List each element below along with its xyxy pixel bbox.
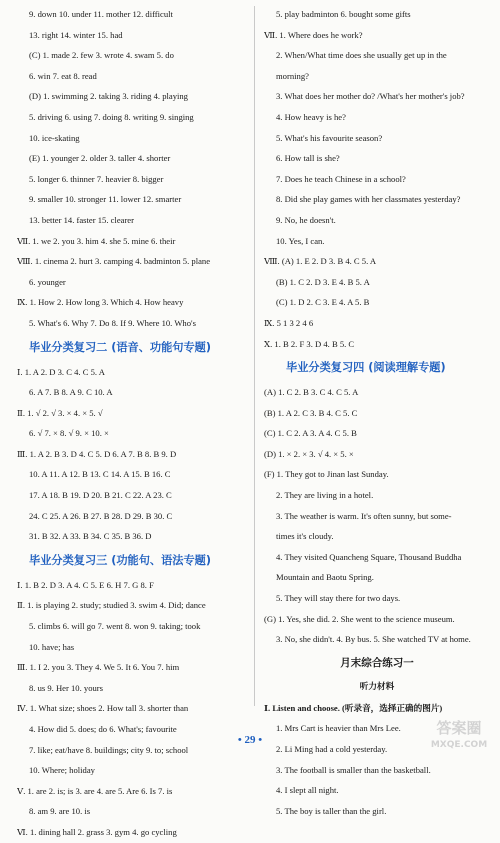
answer-line: Ⅱ. 1. √ 2. √ 3. × 4. × 5. √ — [17, 407, 103, 418]
answer-line: 6. A 7. B 8. A 9. C 10. A — [29, 387, 113, 398]
answer-line: Ⅹ. 1. B 2. F 3. D 4. B 5. C — [264, 338, 355, 349]
answer-line: 5. climbs 6. will go 7. went 8. won 9. taking; took — [29, 621, 201, 632]
answer-line: 5. driving 6. using 7. doing 8. writing 9. singing — [29, 111, 194, 122]
column-divider — [254, 6, 255, 706]
answer-line: 1. Mrs Cart is heavier than Mrs Lee. — [276, 723, 401, 734]
answer-line: 6. win 7. eat 8. read — [29, 70, 97, 81]
answer-line: (B) 1. A 2. C 3. B 4. C 5. C — [264, 407, 358, 418]
answer-line: 10. Yes, I can. — [276, 235, 325, 246]
subsection-heading: 听力材料 — [359, 681, 395, 692]
answer-line: 8. am 9. are 10. is — [29, 806, 91, 817]
answer-line: 4. How heavy is he? — [276, 111, 346, 122]
answer-line: (B) 1. C 2. D 3. E 4. B 5. A — [276, 276, 370, 287]
page-number: • 29 • — [237, 734, 263, 746]
answer-line: Ⅵ. 1. dining hall 2. grass 3. gym 4. go cycling — [17, 826, 177, 837]
answer-line: 3. No, she didn't. 4. By bus. 5. She watched TV at home. — [276, 634, 471, 645]
answer-line: 4. How did 5. does; do 6. What's; favourite — [29, 724, 177, 734]
answer-line: (D) 1. swimming 2. taking 3. riding 4. playing — [29, 91, 188, 102]
answer-line: 9. No, he doesn't. — [276, 214, 336, 225]
answer-line: 24. C 25. A 26. B 27. B 28. D 29. B 30. C — [29, 510, 173, 521]
section-heading: 月末综合练习一 — [340, 656, 414, 669]
right-column — [264, 4, 490, 821]
answer-line: 3. What does her mother do? /What's her mother's job? — [276, 91, 465, 102]
watermark-text: 答案圈 — [436, 719, 482, 737]
answer-line: Ⅰ. 1. A 2. D 3. C 4. C 5. A — [17, 366, 105, 377]
answer-line: (E) 1. younger 2. older 3. taller 4. shorter — [29, 153, 171, 164]
answer-line: Ⅰ. 1. B 2. D 3. A 4. C 5. E 6. H 7. G 8. F — [17, 579, 154, 590]
section-heading: 毕业分类复习三 (功能句、语法专题) — [29, 553, 211, 567]
answer-line: Mountain and Baotu Spring. — [276, 572, 374, 583]
answer-line: 5. play badminton 6. bought some gifts — [276, 9, 411, 19]
answer-line: (C) 1. made 2. few 3. wrote 4. swam 5. do — [29, 50, 174, 61]
answer-line: times it's cloudy. — [276, 531, 334, 542]
answer-line: 9. down 10. under 11. mother 12. difficult — [29, 9, 173, 19]
answer-line: 5. They will stay there for two days. — [276, 593, 401, 604]
answer-line: 3. The football is smaller than the basketball. — [276, 764, 431, 775]
watermark-logo — [424, 720, 494, 754]
answer-line: 7. Does he teach Chinese in a school? — [276, 173, 406, 184]
answer-line: 31. B 32. A 33. B 34. C 35. B 36. D — [29, 531, 152, 542]
answer-line: 4. They visited Quancheng Square, Thousand Buddha — [276, 551, 462, 562]
watermark-url: MXQE.COM — [430, 740, 488, 750]
answer-line: Ⅶ. 1. Where does he work? — [264, 29, 363, 40]
answer-line: 5. longer 6. thinner 7. heavier 8. bigger — [29, 173, 164, 184]
answer-line: 8. us 9. Her 10. yours — [29, 682, 103, 693]
answer-line: (G) 1. Yes, she did. 2. She went to the science museum. — [264, 613, 455, 624]
answer-line: (F) 1. They got to Jinan last Sunday. — [264, 469, 389, 480]
answer-line: 13. better 14. faster 15. clearer — [29, 214, 134, 225]
answer-line: 2. They are living in a hotel. — [276, 490, 374, 501]
answer-line: Ⅳ. 1. What size; shoes 2. How tall 3. shorter than — [17, 703, 189, 714]
section-heading: 毕业分类复习四 (阅读理解专题) — [286, 361, 446, 375]
answer-line: Ⅸ. 1. How 2. How long 3. Which 4. How heavy — [17, 297, 184, 308]
answer-line: 6. How tall is she? — [276, 153, 340, 164]
answer-line: 5. What's his favourite season? — [276, 132, 383, 143]
answer-line: 10. have; has — [29, 641, 75, 652]
answer-line: 13. right 14. winter 15. had — [29, 29, 123, 40]
answer-line: Ⅸ. 5 1 3 2 4 6 — [264, 317, 314, 328]
answer-line: 2. When/What time does she usually get up in the — [276, 50, 447, 61]
answer-line: 6. √ 7. × 8. √ 9. × 10. × — [29, 428, 109, 439]
answer-line: 2. Li Ming had a cold yesterday. — [276, 744, 388, 754]
answer-line: 10. A 11. A 12. B 13. C 14. A 15. B 16. C — [29, 469, 171, 480]
answer-line: 5. The boy is taller than the girl. — [276, 805, 387, 816]
left-column — [17, 4, 245, 843]
answer-line: 9. smaller 10. stronger 11. lower 12. smarter — [29, 194, 182, 205]
section-heading: 毕业分类复习二 (语音、功能句专题) — [29, 340, 211, 354]
answer-line: 17. A 18. B 19. D 20. B 21. C 22. A 23. C — [29, 490, 172, 501]
answer-line: (D) 1. × 2. × 3. √ 4. × 5. × — [264, 448, 354, 459]
answer-line: (A) 1. C 2. B 3. C 4. C 5. A — [264, 387, 359, 398]
answer-line: 3. The weather is warm. It's often sunny, but some- — [276, 510, 452, 521]
answer-line: Ⅲ. 1. A 2. B 3. D 4. C 5. D 6. A 7. B 8. B 9. D — [17, 448, 177, 459]
answer-line: 7. like; eat/have 8. buildings; city 9. to; school — [29, 744, 189, 755]
answer-line: Ⅴ. 1. are 2. is; is 3. are 4. are 5. Are 6. Is 7. is — [17, 785, 173, 796]
answer-line: 10. Where; holiday — [29, 765, 95, 776]
answer-line: 6. younger — [29, 276, 66, 287]
answer-line: Ⅲ. 1. I 2. you 3. They 4. We 5. It 6. You 7. him — [17, 662, 180, 673]
answer-line: Ⅷ. (A) 1. E 2. D 3. B 4. C 5. A — [264, 256, 377, 267]
answer-line: morning? — [276, 70, 309, 81]
answer-line: Ⅰ. Listen and choose. (听录音，选择正确的图片) — [264, 702, 443, 713]
answer-line: 10. ice-skating — [29, 132, 80, 143]
answer-line: Ⅱ. 1. is playing 2. study; studied 3. swim 4. Did; dance — [17, 600, 206, 611]
answer-line: Ⅶ. 1. we 2. you 3. him 4. she 5. mine 6. their — [17, 235, 176, 246]
answer-line: 8. Did she play games with her classmates yesterday? — [276, 194, 461, 205]
answer-line: 5. What's 6. Why 7. Do 8. If 9. Where 10. Who's — [29, 317, 196, 328]
answer-line: Ⅷ. 1. cinema 2. hurt 3. camping 4. badminton 5. plane — [17, 256, 211, 267]
answer-line: 4. I slept all night. — [276, 785, 339, 796]
answer-line: (C) 1. D 2. C 3. E 4. A 5. B — [276, 297, 370, 308]
answer-line: (C) 1. C 2. A 3. A 4. C 5. B — [264, 428, 357, 439]
